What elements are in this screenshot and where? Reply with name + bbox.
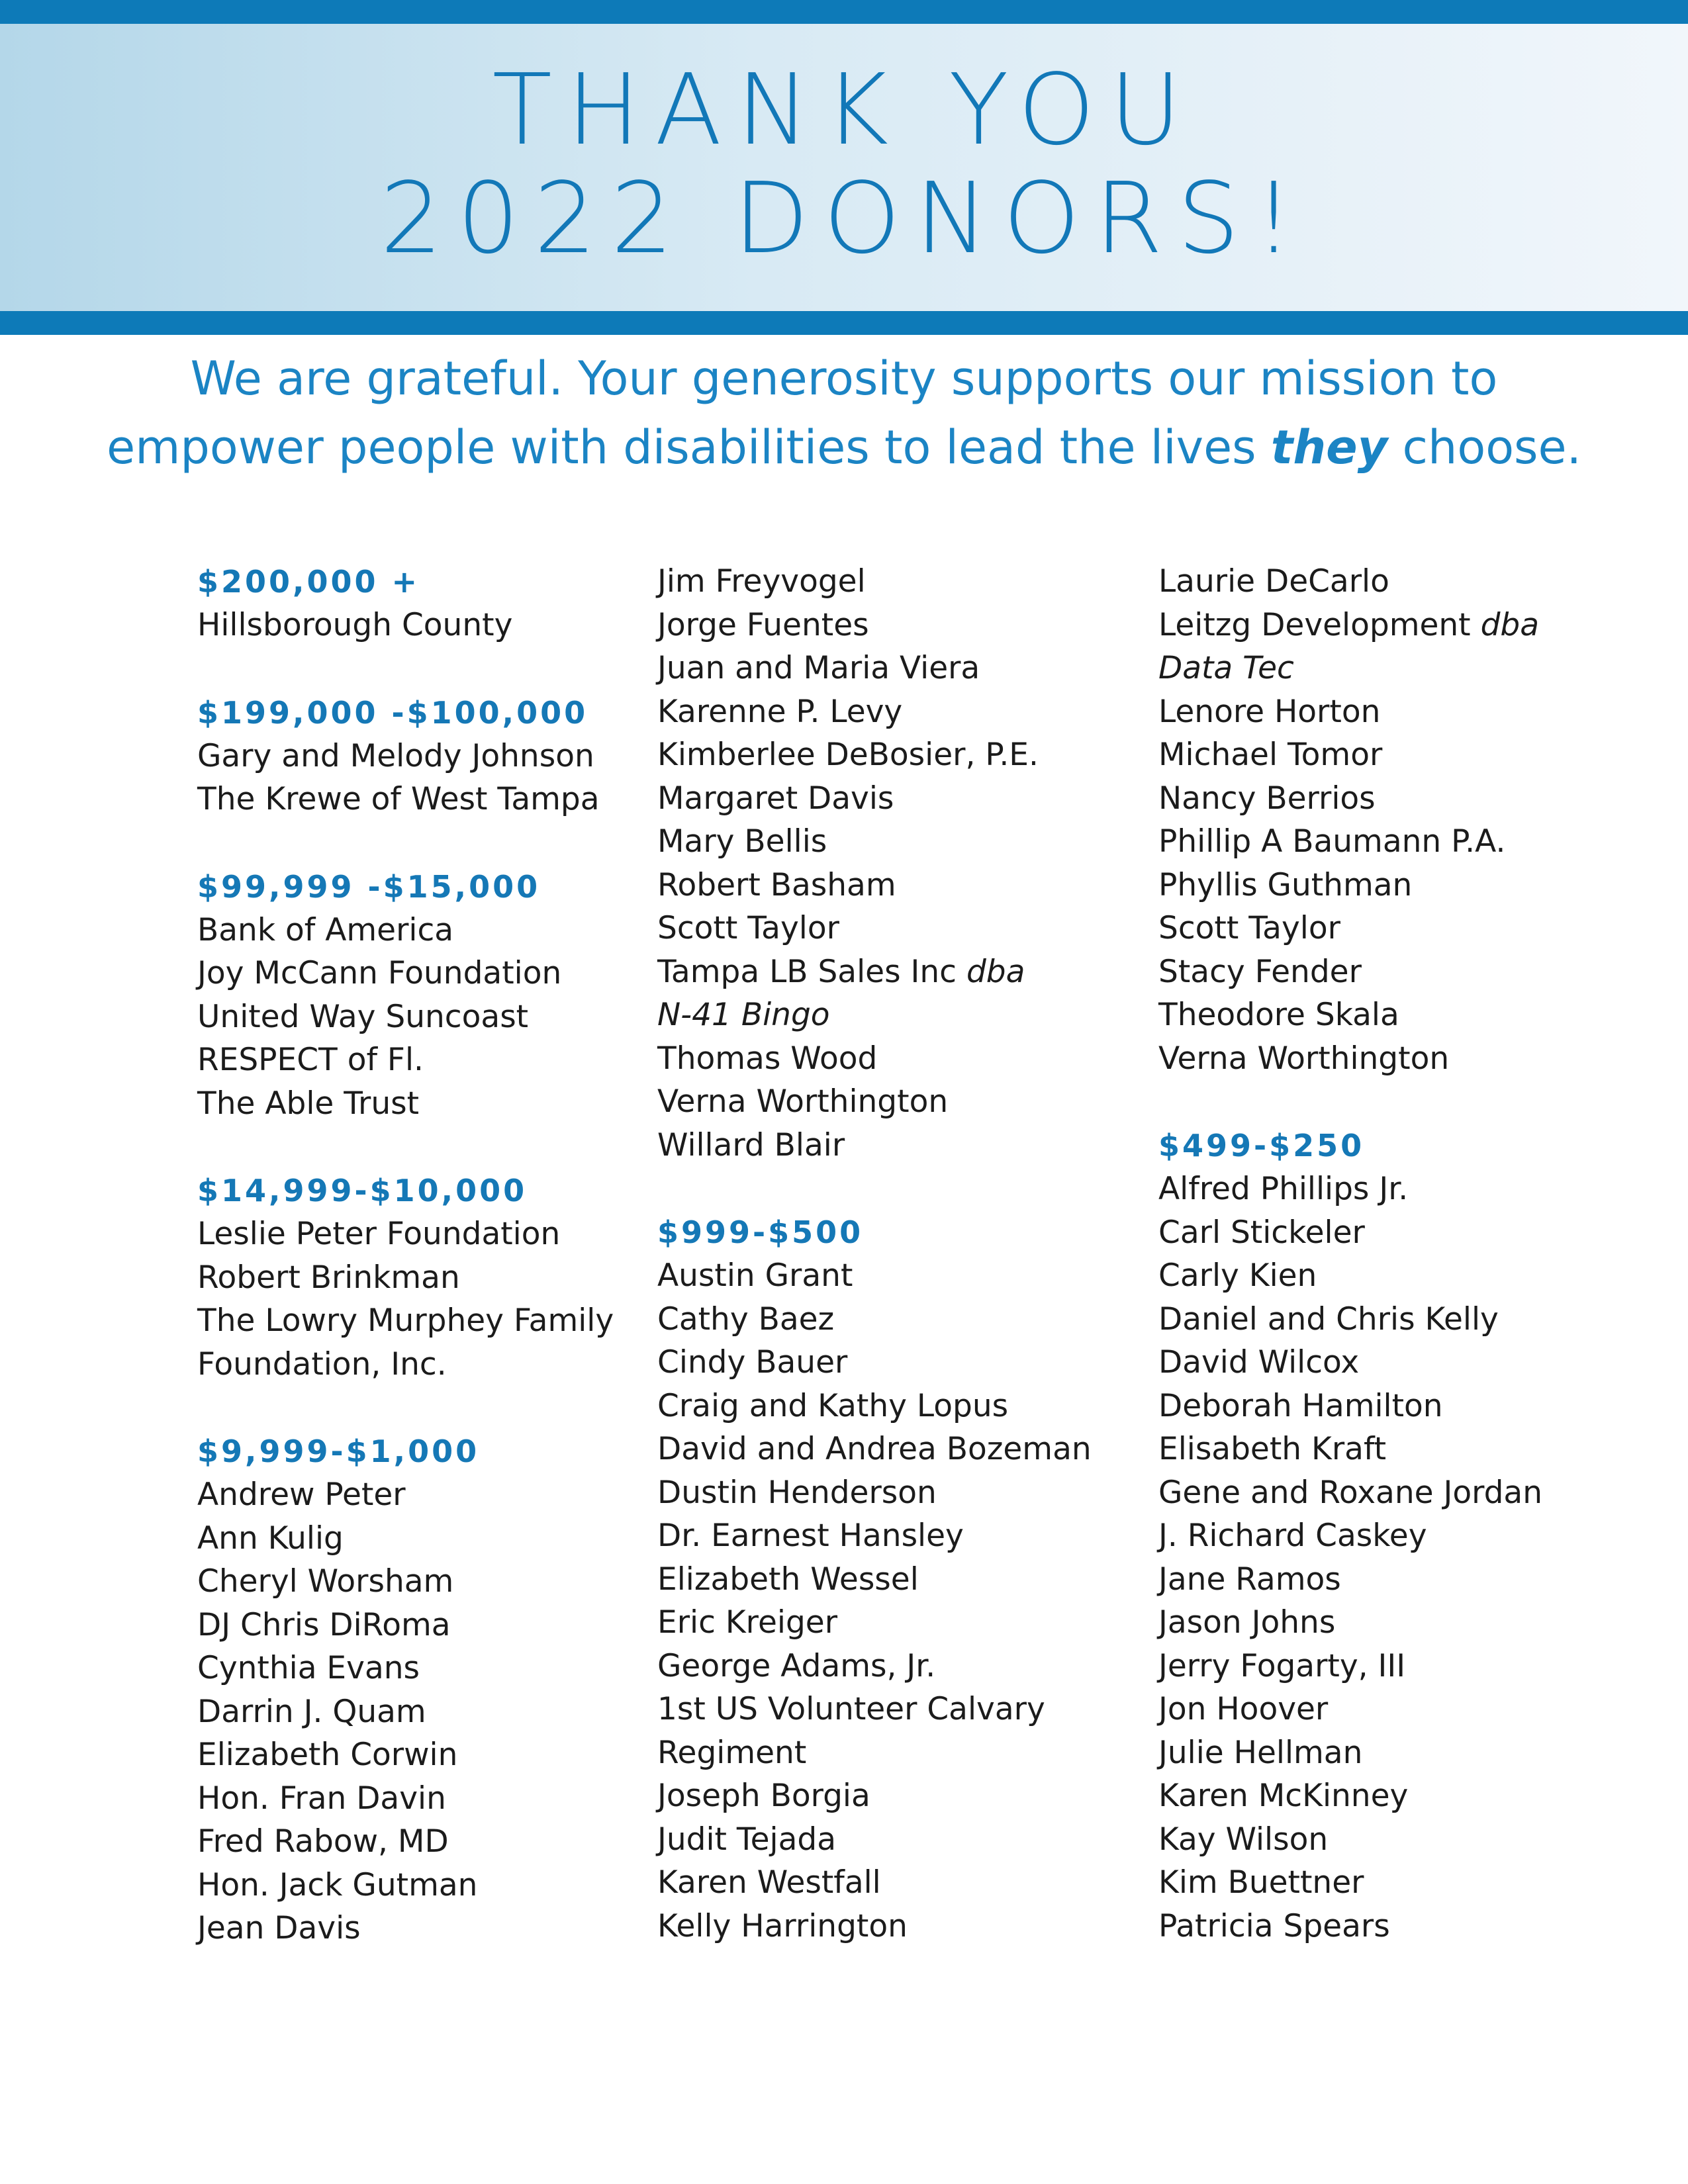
donor-name: Scott Taylor <box>657 910 839 946</box>
donor-name: Jerry Fogarty, III <box>1158 1647 1406 1684</box>
page-title-line-1: THANK YOU <box>492 53 1196 167</box>
donor-name: Leslie Peter Foundation <box>197 1216 561 1252</box>
tier-heading: $499-$250 <box>1158 1128 1365 1163</box>
donor-name: United Way Suncoast <box>197 998 529 1035</box>
tier-heading: $9,999-$1,000 <box>197 1433 480 1469</box>
donor-name-part: Tampa LB Sales Inc <box>657 953 957 990</box>
donor-name: Juan and Maria Viera <box>657 650 980 686</box>
tagline-emphasis: they <box>1270 420 1388 475</box>
donor-name: Judit Tejada <box>657 1821 837 1858</box>
donor-name: Carl Stickeler <box>1158 1214 1365 1251</box>
donor-name <box>1158 604 1622 647</box>
donor-name: The Able Trust <box>197 1085 420 1122</box>
donor-name: Dustin Henderson <box>657 1474 937 1511</box>
donor-name: Foundation, Inc. <box>197 1345 447 1383</box>
donor-name: Jane Ramos <box>1158 1561 1341 1598</box>
donor-name: Jorge Fuentes <box>657 606 869 643</box>
donor-name: Elisabeth Kraft <box>1158 1431 1387 1467</box>
tier-heading: $999-$500 <box>657 1214 864 1250</box>
donor-name: Michael Tomor <box>1158 737 1383 773</box>
donor-name: Craig and Kathy Lopus <box>657 1387 1009 1424</box>
donor-name: Lenore Horton <box>1158 693 1381 730</box>
donor-column-3 <box>1158 560 1622 1948</box>
donor-name: Phillip A Baumann P.A. <box>1158 823 1506 860</box>
donor-name: Julie Hellman <box>1158 1734 1363 1771</box>
donor-name: Cynthia Evans <box>197 1650 420 1686</box>
donor-name-dba: dba <box>1480 606 1540 643</box>
donor-name: The Krewe of West Tampa <box>197 781 600 817</box>
donor-name: Karenne P. Levy <box>657 693 903 730</box>
donor-name: Karen Westfall <box>657 1864 881 1901</box>
donor-name: Elizabeth Corwin <box>197 1737 458 1773</box>
donor-name: Data Tec <box>1158 650 1294 686</box>
donor-name: Joy McCann Foundation <box>197 955 562 991</box>
donor-name: Hillsborough County <box>197 607 513 643</box>
donor-name: Jean Davis <box>197 1910 361 1946</box>
donor-name: Hon. Fran Davin <box>197 1780 446 1817</box>
donor-name: Jon Hoover <box>1158 1691 1329 1727</box>
donor-name: Cheryl Worsham <box>197 1563 454 1600</box>
donor-name: Thomas Wood <box>657 1040 878 1077</box>
donor-column-2 <box>657 560 1141 1948</box>
tier-heading: $199,000 -$100,000 <box>197 694 588 731</box>
donor-name-part: Leitzg Development <box>1158 606 1471 643</box>
donor-name: Patricia Spears <box>1158 1907 1390 1944</box>
donor-name: Margaret Davis <box>657 780 894 817</box>
donor-name: DJ Chris DiRoma <box>197 1606 451 1643</box>
tagline-text-end: choose. <box>1387 420 1581 475</box>
donor-name: Willard Blair <box>657 1126 845 1163</box>
donor-name: Kelly Harrington <box>657 1907 908 1944</box>
donor-name: David and Andrea Bozeman <box>657 1431 1092 1467</box>
donor-name: Bank of America <box>197 911 454 948</box>
donor-name: Robert Basham <box>657 866 896 903</box>
donor-name: 1st US Volunteer Calvary <box>657 1691 1045 1727</box>
donor-name: Fred Rabow, MD <box>197 1823 449 1860</box>
donor-name: Karen McKinney <box>1158 1778 1409 1814</box>
donor-name: Robert Brinkman <box>197 1259 460 1296</box>
donor-name: Hon. Jack Gutman <box>197 1866 478 1903</box>
donor-name: Jim Freyvogel <box>657 563 866 600</box>
donor-name: David Wilcox <box>1158 1344 1360 1381</box>
tier-heading: $200,000 + <box>197 564 420 600</box>
donor-name: Theodore Skala <box>1158 997 1399 1033</box>
donor-name: Joseph Borgia <box>657 1778 870 1814</box>
donor-name: Verna Worthington <box>657 1083 949 1120</box>
donor-name: George Adams, Jr. <box>657 1647 936 1684</box>
donor-name: Deborah Hamilton <box>1158 1387 1443 1424</box>
donor-name: Laurie DeCarlo <box>1158 563 1389 600</box>
donor-name: Carly Kien <box>1158 1257 1317 1294</box>
donor-name: Ann Kulig <box>197 1520 344 1557</box>
donor-name: Scott Taylor <box>1158 910 1340 946</box>
donor-name: Kay Wilson <box>1158 1821 1329 1858</box>
donor-column-1 <box>197 560 647 1950</box>
donor-name: Verna Worthington <box>1158 1040 1450 1077</box>
donor-name: Phyllis Guthman <box>1158 866 1413 903</box>
donor-name: Mary Bellis <box>657 823 827 860</box>
donor-name: N-41 Bingo <box>657 997 830 1033</box>
tier-heading: $14,999-$10,000 <box>197 1173 528 1208</box>
donor-name: Kimberlee DeBosier, P.E. <box>657 737 1039 773</box>
donor-name: Cathy Baez <box>657 1300 835 1338</box>
donor-name: Eric Kreiger <box>657 1604 838 1641</box>
donor-name: Darrin J. Quam <box>197 1693 426 1730</box>
donor-name: Austin Grant <box>657 1257 853 1294</box>
tier-heading: $99,999 -$15,000 <box>197 868 541 905</box>
donor-name: J. Richard Caskey <box>1158 1518 1427 1554</box>
tagline-text: empower people with disabilities to lead the lives <box>107 420 1271 475</box>
donor-name: Cindy Bauer <box>657 1344 848 1381</box>
donor-name <box>657 950 1141 994</box>
tagline-line-2 <box>0 413 1688 482</box>
donor-name: Gary and Melody Johnson <box>197 737 594 774</box>
donor-name: Elizabeth Wessel <box>657 1561 919 1598</box>
donor-name: Dr. Earnest Hansley <box>657 1518 964 1554</box>
donor-name: Alfred Phillips Jr. <box>1158 1171 1409 1207</box>
donor-name: Kim Buettner <box>1158 1864 1364 1901</box>
donor-name: Regiment <box>657 1734 807 1771</box>
tagline-line-1: We are grateful. Your generosity supports our mission to <box>190 351 1498 406</box>
donor-name: The Lowry Murphey Family <box>197 1302 614 1339</box>
donor-name: RESPECT of Fl. <box>197 1042 424 1078</box>
donor-name: Daniel and Chris Kelly <box>1158 1300 1499 1338</box>
page-title-line-2: 2022 DONORS! <box>380 161 1308 275</box>
donor-name: Nancy Berrios <box>1158 780 1376 817</box>
top-accent-bar <box>0 0 1688 24</box>
donor-name: Andrew Peter <box>197 1477 406 1513</box>
donor-name-dba: dba <box>966 953 1025 990</box>
bottom-accent-bar <box>0 311 1688 335</box>
donor-name: Gene and Roxane Jordan <box>1158 1474 1542 1511</box>
donor-name: Jason Johns <box>1158 1604 1336 1641</box>
donor-name: Stacy Fender <box>1158 953 1362 990</box>
